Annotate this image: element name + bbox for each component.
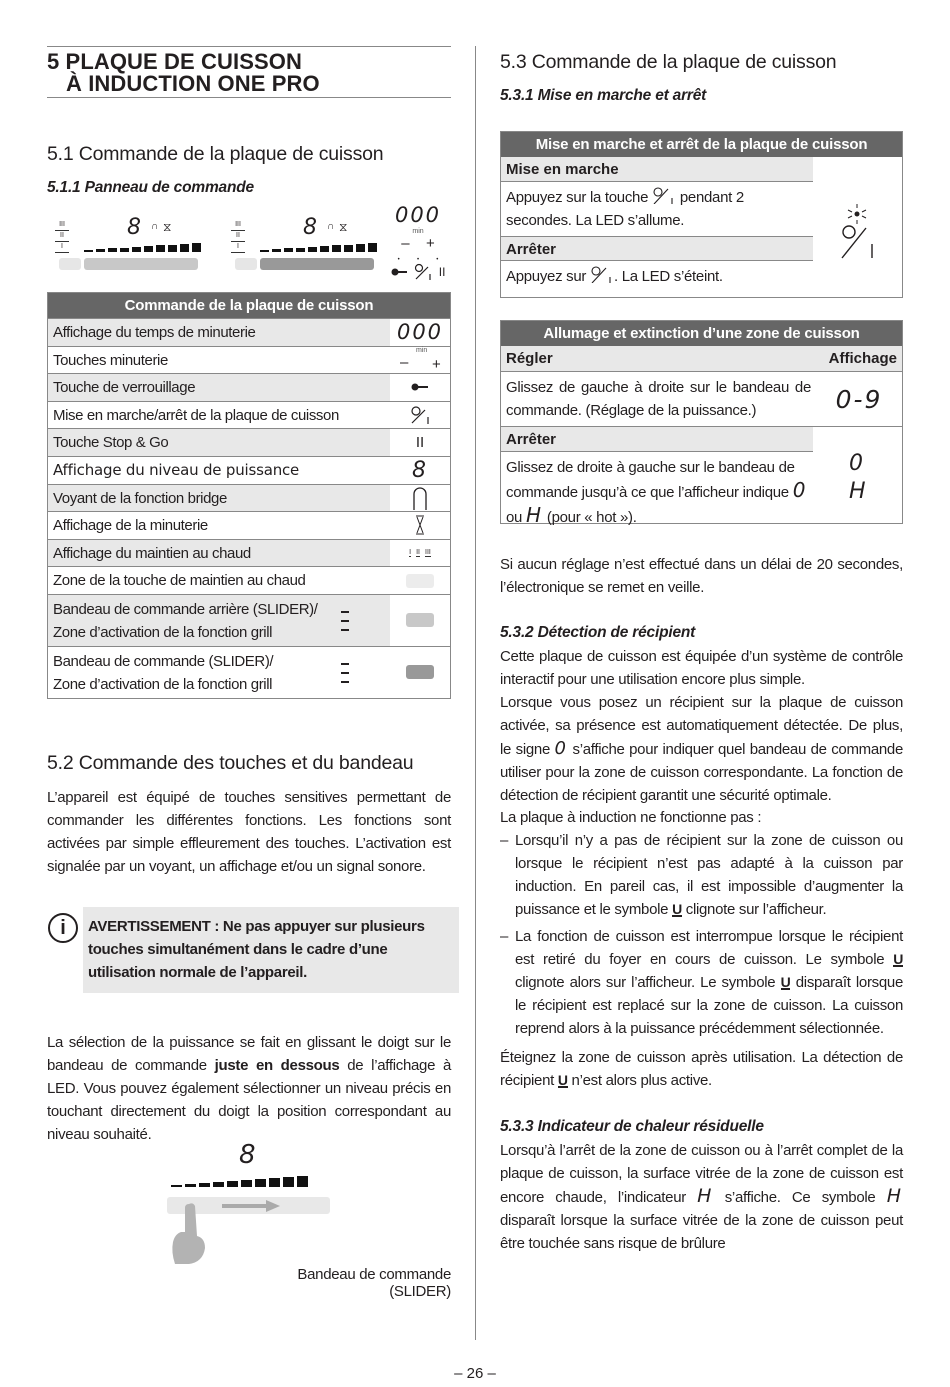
keep-warm-levels-icon: III II I	[231, 220, 245, 253]
section-5-3-3-title: 5.3.3 Indicateur de chaleur résiduelle	[500, 1118, 764, 1135]
power-level-bar	[156, 245, 165, 252]
front-slider[interactable]	[260, 258, 374, 270]
bridge-icon: ∩	[151, 221, 159, 232]
detection-paragraph-3: La plaque à induction ne fonctionne pas :	[500, 809, 762, 826]
power-level-bar	[272, 249, 281, 252]
table-row: Affichage du maintien au chaud I II III	[48, 539, 450, 567]
power-icon	[390, 402, 450, 429]
zone-stop-heading: Arrêter	[501, 427, 813, 452]
power-level-bar	[296, 248, 305, 252]
table-row: Voyant de la fonction bridge	[48, 484, 450, 512]
lock-key-icon	[390, 374, 450, 401]
power-level-bar	[308, 247, 317, 252]
column-divider	[475, 46, 476, 1340]
power-level-bar	[297, 1176, 308, 1187]
table-row: Touche de verrouillage	[48, 373, 450, 401]
timer-display: 000	[394, 203, 442, 227]
detection-paragraph-1: Cette plaque de cuisson est équipée d’un système de contrôle interactif pour une utilisation encore plus simple.	[500, 648, 903, 688]
power-digit: 8	[127, 215, 143, 240]
power-level-bar	[96, 249, 105, 252]
control-panel-illustration	[47, 203, 451, 285]
start-text: Appuyez sur la touche pendant 2 secondes. La LED s’allume.	[501, 182, 813, 236]
residual-heat-paragraph: Lorsqu’à l’arrêt de la zone de cuisson ou à l’arrêt complet de la plaque de cuisson, la surface vitrée de la zone de cuisson est encore chaude, l’indicateur H s’affiche. Ce symbole H disparaît lorsque la surface vitrée de la zone de cuisson peut être touchée sans risque de brûlure	[500, 1142, 903, 1252]
timer-unit-label: min	[412, 228, 424, 235]
hourglass-icon	[390, 512, 450, 539]
page-number: – 26 –	[454, 1365, 496, 1382]
pan-symbol-icon: U	[672, 901, 682, 917]
power-level-bar	[171, 1185, 182, 1187]
list-item: – Lorsqu’il n’y a pas de récipient sur la zone de cuisson ou lorsque le récipient n’est pas adapté à la cuisson par induction. En pareil cas, il est impossible d’augmenter la puissance et le symbole U clignote sur l’afficheur.	[500, 829, 903, 921]
detection-conditions-list	[500, 829, 903, 1044]
section-5-2-title: 5.2 Commande des touches et du bandeau	[47, 752, 414, 774]
start-heading: Mise en marche	[501, 157, 813, 182]
power-level-bar	[356, 244, 365, 252]
table-row: Zone de la touche de maintien au chaud	[48, 566, 450, 594]
stop-go-button[interactable]: II	[438, 265, 446, 279]
info-icon: i	[48, 913, 78, 943]
slider-selection-paragraph: La sélection de la puissance se fait en glissant le doigt sur le bandeau de commande juste en dessous de l’affichage à LED. Vous pouvez également sélectionner un niveau précis en touchant directement du doigt la position correspondant au niveau souhaité.	[47, 1034, 451, 1143]
power-level-bar	[241, 1180, 252, 1187]
section-5-3-1-title: 5.3.1 Mise en marche et arrêt	[500, 87, 707, 104]
table-row: Affichage de la minuterie	[48, 511, 450, 539]
list-item: – La fonction de cuisson est interrompue lorsque le récipient est retiré du foyer en cours de cuisson. Le symbole U clignote alors sur l’afficheur. Le symbole U disparaît lorsque le récipient est replacé sur la zone de cuisson. La cuisson reprend alors à la puissance précédemment sélectionnée.	[500, 925, 903, 1040]
rear-slider[interactable]	[84, 258, 198, 270]
power-level-bar	[260, 250, 269, 252]
zone-stop-text: Glissez de droite à gauche sur le bandeau de commande jusqu’à ce que l’afficheur indique 0 ou H (pour « hot »).	[506, 459, 808, 527]
power-level-icon: 8	[412, 457, 428, 483]
standby-paragraph: Si aucun réglage n’est effectué dans un délai de 20 secondes, l’électronique se remet en veille.	[500, 556, 903, 596]
table-row: Bandeau de commande arrière (SLIDER)/ Zone d’activation de la fonction grill	[48, 594, 450, 646]
keep-warm-levels-icon: III II I	[55, 220, 69, 253]
front-slider-zone-icon	[390, 647, 450, 698]
bridge-icon	[390, 485, 450, 512]
power-level-bar	[332, 245, 341, 252]
power-level-bar	[108, 248, 117, 252]
front-zone-controls	[223, 203, 373, 273]
detection-paragraph-2: Lorsque vous posez un récipient sur la plaque de cuisson activée, sa présence est automatiquement détectée. De plus, le signe 0 s’affiche pour indiquer quel bandeau de commande utiliser pour la zone de cuisson correspondante. La fonction de détection de récipient garantit une sécurité optimale.	[500, 694, 904, 804]
keep-warm-key[interactable]	[235, 258, 257, 270]
zone-on-off-table	[500, 320, 903, 527]
rear-slider-zone-icon	[390, 595, 450, 646]
set-text: Glissez de gauche à droite sur le bandeau de commande. (Réglage de la puissance.)	[506, 379, 811, 419]
table-row: Affichage du temps de minuterie 000	[48, 318, 450, 346]
on-off-table	[500, 131, 903, 298]
power-led-on-icon	[839, 202, 879, 262]
keep-warm-key[interactable]	[59, 258, 81, 270]
table-row: Affichage du niveau de puissance 8	[48, 456, 450, 484]
arrow-right-icon	[222, 1200, 282, 1212]
power-level-bar	[269, 1178, 280, 1187]
lock-key-icon[interactable]	[391, 267, 407, 277]
power-level-bars	[260, 243, 377, 252]
column-header-display: Affichage	[828, 350, 897, 367]
warning-text: AVERTISSEMENT : Ne pas appuyer sur plusieurs touches simultanément dans le cadre d’une utilisation normale de l’appareil.	[88, 918, 425, 981]
power-digit: 8	[303, 215, 319, 240]
control-table-title: Commande de la plaque de cuisson	[48, 293, 450, 318]
power-icon	[590, 265, 614, 283]
hourglass-icon: ⧖	[339, 220, 348, 234]
table-row: Mise en marche/arrêt de la plaque de cuisson	[48, 401, 450, 429]
stop-display-h: H	[849, 479, 868, 504]
power-level-bar	[192, 243, 201, 252]
power-level-bar	[284, 248, 293, 252]
power-level-bars	[84, 243, 201, 252]
chapter-title	[47, 46, 451, 98]
pan-symbol-icon: U	[557, 1072, 568, 1088]
power-level-bar	[227, 1181, 238, 1187]
table-row: Touche Stop & Go II	[48, 428, 450, 456]
power-icon	[652, 186, 676, 204]
stop-text: Appuyez sur . La LED s’éteint.	[501, 261, 902, 292]
power-icon[interactable]	[414, 263, 432, 281]
slider-figure	[167, 1140, 337, 1265]
section-5-2-paragraph: L’appareil est équipé de touches sensitives permettant de commander les différentes fonctions. Les fonctions sont activées par simple effleurement des touches. L’activation est signalée par un voyant, un affichage et/ou un signal sonore.	[47, 789, 451, 875]
power-level-bar	[185, 1184, 196, 1187]
slider-caption: Bandeau de commande (SLIDER)	[297, 1266, 451, 1300]
power-level-bar	[132, 247, 141, 252]
chapter-title-line2: À INDUCTION ONE PRO	[66, 71, 320, 96]
section-5-1-1-title: 5.1.1 Panneau de commande	[47, 179, 254, 196]
power-level-bar	[84, 250, 93, 252]
control-table	[47, 292, 451, 699]
rear-zone-controls	[47, 203, 197, 273]
chapter-title-line1: 5 PLAQUE DE CUISSON	[47, 49, 302, 74]
zone-table-title: Allumage et extinction d’une zone de cuisson	[501, 321, 902, 346]
table-row: Bandeau de commande (SLIDER)/ Zone d’activation de la fonction grill	[48, 646, 450, 698]
section-5-3-2-title: 5.3.2 Détection de récipient	[500, 624, 696, 641]
power-level-bar	[199, 1183, 210, 1187]
section-5-1-title: 5.1 Commande de la plaque de cuisson	[47, 143, 384, 165]
column-header-set: Régler	[506, 350, 553, 367]
grill-bars-icon	[340, 609, 350, 633]
slider-figure-digit: 8	[239, 1140, 258, 1170]
warning-box	[83, 907, 459, 993]
pan-symbol-icon: U	[893, 951, 903, 967]
power-level-bar	[320, 246, 329, 252]
pause-icon: II	[415, 434, 425, 452]
detection-paragraph-4: Éteignez la zone de cuisson après utilisation. La détection de récipient U n’est alors plus active.	[500, 1049, 903, 1089]
table-row: Touches minuterie – min +	[48, 346, 450, 374]
grill-bars-icon	[340, 661, 350, 685]
timer-plus-button[interactable]: +	[426, 235, 435, 252]
power-level-bar	[120, 248, 129, 252]
power-level-bar	[144, 246, 153, 252]
finger-icon	[167, 1202, 212, 1266]
power-level-bar	[283, 1177, 294, 1187]
stop-display-zero: 0	[849, 451, 865, 476]
power-level-bar	[368, 243, 377, 252]
pan-symbol-icon: U	[780, 974, 791, 990]
power-level-bar	[255, 1179, 266, 1187]
set-display: 0-9	[835, 385, 883, 414]
bridge-icon: ∩	[327, 221, 335, 232]
section-5-3-title: 5.3 Commande de la plaque de cuisson	[500, 51, 837, 73]
timer-display-icon: 000	[396, 320, 444, 345]
keep-warm-levels-icon: I II III	[409, 549, 431, 557]
stop-heading: Arrêter	[501, 236, 813, 261]
keep-warm-zone-icon	[390, 567, 450, 594]
power-level-bar	[344, 245, 353, 252]
on-off-table-title: Mise en marche et arrêt de la plaque de cuisson	[501, 132, 902, 157]
hourglass-icon: ⧖	[163, 220, 172, 234]
timer-minus-button[interactable]: –	[401, 235, 410, 252]
timer-controls: 000 min – + • • • II	[385, 203, 451, 285]
timer-keys-icon: – min +	[400, 346, 441, 373]
power-level-bars	[171, 1176, 308, 1187]
power-level-bar	[168, 245, 177, 252]
power-level-bar	[213, 1182, 224, 1187]
power-level-bar	[180, 244, 189, 252]
